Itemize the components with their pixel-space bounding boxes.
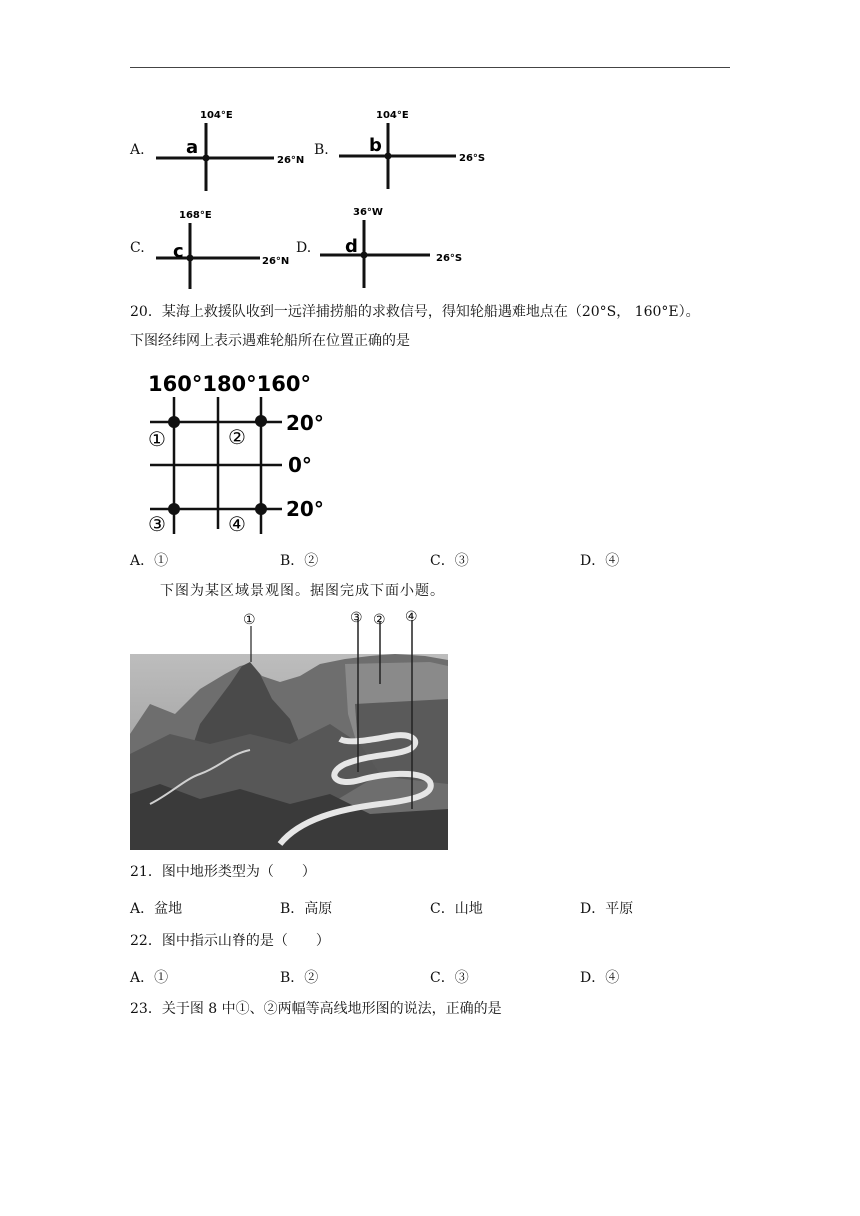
q19-option-a-letter: A.	[130, 142, 145, 158]
photo-marker-3: ③	[350, 610, 363, 626]
q19-c-lat: 26°N	[262, 256, 290, 267]
q19-option-d-letter: D.	[296, 240, 312, 256]
q19-option-b-letter: B.	[314, 142, 329, 158]
photo-marker-1: ①	[243, 612, 256, 628]
q21-option-d: D．平原	[580, 901, 634, 917]
q19-option-c-figure	[150, 203, 310, 291]
q19-c-lon: 168°E	[179, 210, 212, 221]
q23-stem: 23．关于图 8 中①、②两幅等高线地形图的说法，正确的是	[130, 1001, 502, 1017]
photo-marker-4: ④	[405, 609, 418, 625]
q21-stem: 21．图中地形类型为（ ）	[130, 864, 316, 880]
grid-lat-bot: 20°	[286, 497, 324, 521]
q20-option-b: B．②	[280, 553, 319, 569]
q19-b-lat: 26°S	[459, 153, 486, 164]
photo-marker-2: ②	[373, 612, 386, 628]
q22-option-c: C．③	[430, 970, 469, 986]
q21-option-b: B．高原	[280, 901, 333, 917]
grid-point-4: ④	[228, 512, 246, 536]
q19-b-lon: 104°E	[376, 110, 409, 121]
grid-point-1: ①	[148, 427, 166, 451]
q19-c-mark: c	[173, 241, 184, 262]
q21-option-a: A．盆地	[130, 901, 183, 917]
q19-a-lat: 26°N	[277, 155, 305, 166]
q21-option-c: C．山地	[430, 901, 483, 917]
grid-point-2: ②	[228, 425, 246, 449]
q19-option-c-letter: C.	[130, 240, 145, 256]
q19-b-mark: b	[369, 135, 382, 156]
q19-option-a-figure	[150, 103, 320, 193]
q20-grid-figure	[140, 364, 450, 542]
q20-option-d: D．④	[580, 553, 620, 569]
q20-option-a: A．①	[130, 553, 169, 569]
q19-d-lat: 26°S	[436, 253, 463, 264]
q19-a-lon: 104°E	[200, 110, 233, 121]
grid-lon-labels: 160°180°160°	[148, 372, 312, 396]
grid-lat-top: 20°	[286, 411, 324, 435]
q20-stem-line2: 下图经纬网上表示遇难轮船所在位置正确的是	[130, 333, 410, 349]
q19-option-d-figure	[316, 200, 486, 292]
q22-option-d: D．④	[580, 970, 620, 986]
header-rule	[130, 67, 730, 68]
q20-option-c: C．③	[430, 553, 469, 569]
q19-option-b-figure	[334, 103, 504, 193]
q19-d-lon: 36°W	[353, 207, 383, 218]
q19-a-mark: a	[186, 137, 199, 158]
q22-option-b: B．②	[280, 970, 319, 986]
q22-stem: 22．图中指示山脊的是（ ）	[130, 933, 330, 949]
section-intro: 下图为某区域景观图。据图完成下面小题。	[160, 583, 445, 599]
grid-lat-mid: 0°	[288, 453, 312, 477]
q22-option-a: A．①	[130, 970, 169, 986]
q19-d-mark: d	[345, 236, 358, 257]
landscape-photo	[130, 604, 450, 852]
q20-stem-line1: 20．某海上救援队收到一远洋捕捞船的求救信号，得知轮船遇难地点在（20°S， 160°E）。	[130, 304, 700, 320]
grid-point-3: ③	[148, 512, 166, 536]
